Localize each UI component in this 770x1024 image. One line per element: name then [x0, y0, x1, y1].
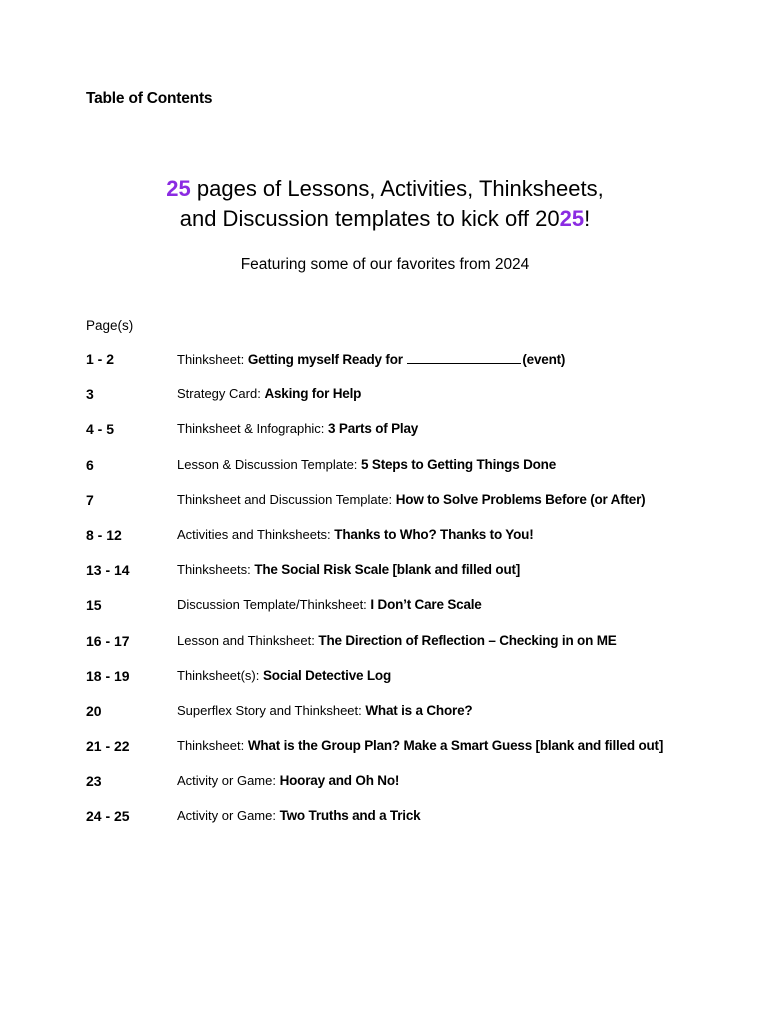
- toc-row: [86, 492, 736, 527]
- toc-category: Superflex Story and Thinksheet:: [177, 702, 366, 718]
- toc-page-range: 7: [86, 491, 94, 508]
- toc-title: The Direction of Reflection – Checking in on ME: [318, 632, 617, 648]
- toc-title: 5 Steps to Getting Things Done: [361, 456, 557, 472]
- toc-page-range: 8 - 12: [86, 526, 122, 543]
- headline-count: 25: [166, 176, 191, 201]
- toc-list: [86, 351, 736, 844]
- headline-line-2-text: and Discussion templates to kick off 20: [179, 206, 560, 231]
- toc-category: Lesson and Thinksheet:: [177, 632, 319, 648]
- toc-row: [86, 668, 736, 703]
- toc-entry: [177, 773, 399, 788]
- toc-title: What is the Group Plan? Make a Smart Guess [blank and filled out]: [247, 738, 664, 754]
- toc-entry: [177, 703, 472, 718]
- toc-category: Lesson & Discussion Template:: [177, 456, 362, 472]
- toc-entry: [177, 562, 520, 577]
- pages-column-header: Page(s): [86, 318, 134, 333]
- toc-entry: [177, 668, 391, 683]
- toc-page-range: 21 - 22: [86, 738, 130, 755]
- toc-entry: [177, 492, 645, 507]
- toc-title: The Social Risk Scale [blank and filled out]: [254, 562, 521, 578]
- toc-title-suffix: (event): [522, 352, 566, 367]
- toc-page-range: 20: [86, 702, 102, 719]
- toc-entry: [177, 421, 418, 436]
- toc-row: [86, 421, 736, 456]
- headline-year-accent: 25: [559, 206, 585, 231]
- toc-entry: [177, 738, 663, 753]
- toc-category: Activities and Thinksheets:: [177, 526, 335, 542]
- toc-title: How to Solve Problems Before (or After): [395, 491, 646, 507]
- toc-page-range: 24 - 25: [86, 808, 130, 825]
- fill-in-blank-line: [407, 351, 521, 364]
- toc-page-range: 16 - 17: [86, 632, 130, 649]
- toc-category: Thinksheet(s):: [177, 667, 263, 683]
- toc-row: [86, 527, 736, 562]
- toc-title: Thanks to Who? Thanks to You!: [334, 526, 534, 542]
- toc-category: Strategy Card:: [177, 386, 265, 402]
- subheadline: Featuring some of our favorites from 2024: [240, 256, 530, 273]
- toc-entry: [177, 597, 482, 612]
- toc-entry: [177, 386, 361, 401]
- toc-row: [86, 738, 736, 773]
- toc-entry: [177, 351, 565, 367]
- toc-category: Thinksheet:: [177, 738, 248, 754]
- toc-row: [86, 703, 736, 738]
- toc-page-range: 13 - 14: [86, 562, 130, 579]
- toc-page-range: 4 - 5: [86, 421, 115, 438]
- toc-row: [86, 562, 736, 597]
- toc-entry: [177, 527, 534, 542]
- toc-category: Activity or Game:: [177, 808, 280, 824]
- toc-page-range: 3: [86, 386, 94, 403]
- toc-title: 3 Parts of Play: [328, 421, 419, 437]
- toc-title: Getting myself Ready for: [247, 352, 407, 367]
- page-heading: Table of Contents: [86, 90, 213, 107]
- toc-entry: [177, 633, 617, 648]
- headline: [0, 174, 770, 234]
- toc-page-range: 1 - 2: [86, 351, 115, 367]
- toc-row: [86, 457, 736, 492]
- toc-page-range: 23: [86, 773, 102, 790]
- toc-row: [86, 351, 736, 386]
- toc-row: [86, 808, 736, 843]
- toc-entry: [177, 808, 420, 823]
- toc-row: [86, 633, 736, 668]
- toc-title: What is a Chore?: [365, 702, 473, 718]
- toc-category: Thinksheets:: [177, 562, 255, 578]
- toc-category: Thinksheet and Discussion Template:: [177, 491, 396, 507]
- toc-row: [86, 597, 736, 632]
- toc-title: Two Truths and a Trick: [279, 808, 421, 824]
- toc-entry: [177, 457, 556, 472]
- toc-category: Thinksheet:: [177, 352, 248, 367]
- toc-title: Social Detective Log: [262, 667, 392, 683]
- toc-category: Thinksheet & Infographic:: [177, 421, 329, 437]
- toc-row: [86, 386, 736, 421]
- headline-line-2: [0, 204, 770, 234]
- toc-category: Activity or Game:: [177, 773, 280, 789]
- toc-page-range: 6: [86, 456, 94, 473]
- headline-line-1-text: pages of Lessons, Activities, Thinksheets,: [190, 176, 604, 201]
- toc-page-range: 18 - 19: [86, 667, 130, 684]
- toc-title: I Don’t Care Scale: [370, 597, 482, 613]
- headline-exclamation: !: [584, 206, 591, 231]
- toc-category: Discussion Template/Thinksheet:: [177, 597, 371, 613]
- headline-line-1: [0, 174, 770, 204]
- toc-row: [86, 773, 736, 808]
- toc-title: Hooray and Oh No!: [279, 773, 400, 789]
- toc-page-range: 15: [86, 597, 102, 614]
- toc-title: Asking for Help: [264, 386, 362, 402]
